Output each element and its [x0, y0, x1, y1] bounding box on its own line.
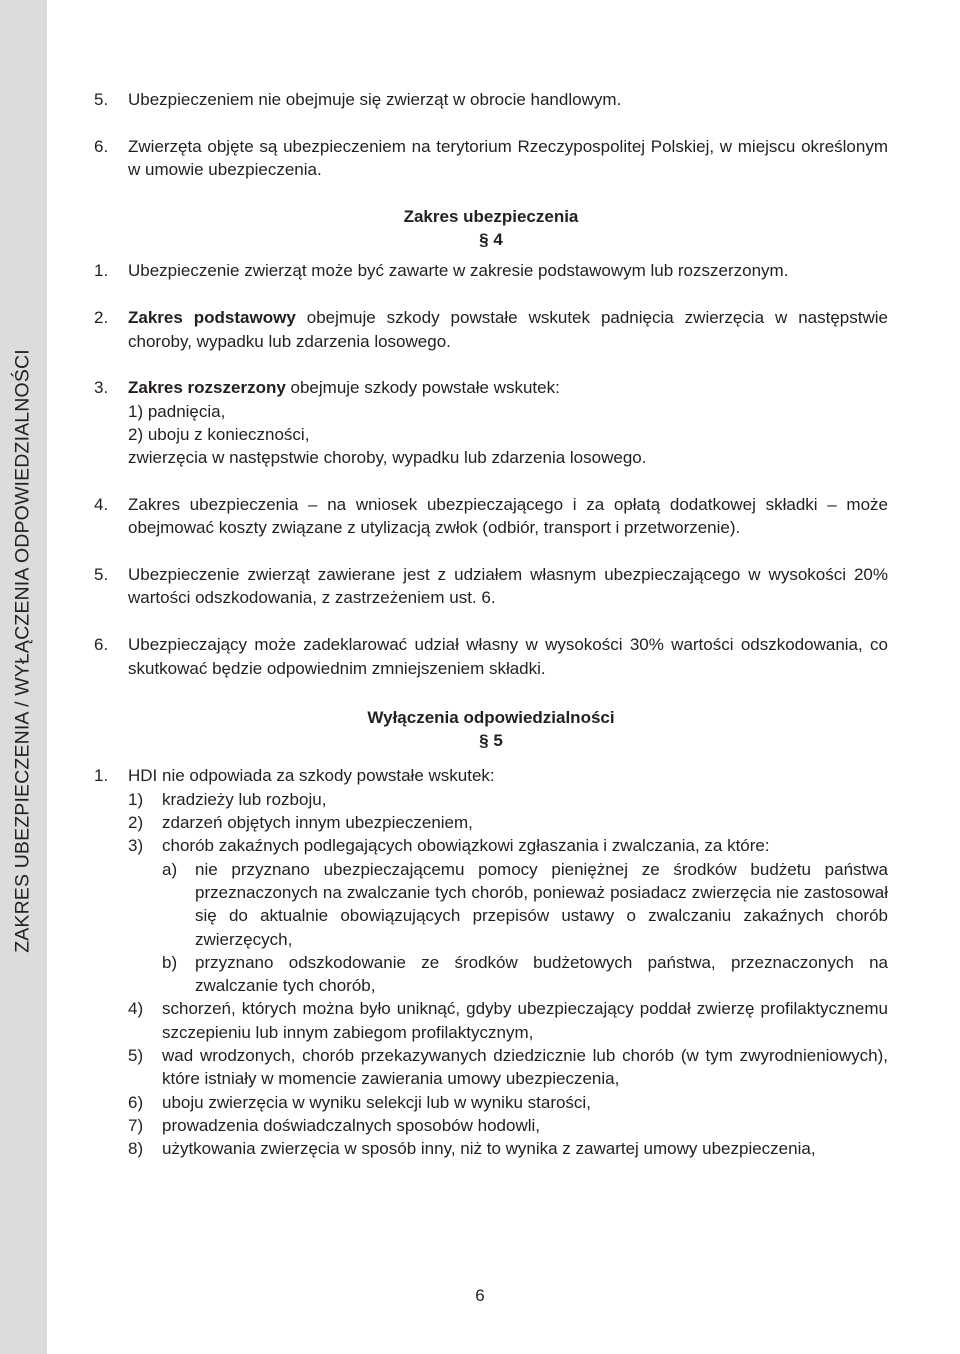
s4-paragraph-6 — [94, 633, 888, 680]
paragraph-body — [128, 764, 888, 787]
paragraph-number: 1. — [94, 766, 109, 786]
page-number: 6 — [475, 1286, 485, 1305]
sub-item-letter: b) — [162, 952, 178, 972]
s4-paragraph-2 — [94, 306, 888, 353]
paragraph-number: 4. — [94, 495, 109, 515]
sub-item-text: nie przyznano ubezpieczającemu pomocy pieniężnej ze środków budżetu państwa przeznaczonych na zwalczanie tych chorób, ponieważ posiadacz zwierzęcia nie zastosował się do aktualnie obowiązujących przepisów ustawy o zwalczaniu zakaźnych chorób zwierzęcych, — [195, 859, 888, 949]
section-4-number: § 4 — [479, 230, 503, 250]
s4-paragraph-1 — [94, 259, 888, 282]
item-text: kradzieży lub rozboju, — [162, 789, 327, 809]
paragraph-rest: obejmuje szkody powstałe wskutek padnięcia zwierzęcia w następstwie choroby, wypadku lub zdarzenia losowego. — [128, 308, 888, 351]
list-item-5 — [128, 1044, 888, 1091]
list-item-8 — [128, 1137, 888, 1160]
paragraph-tail: zwierzęcia w następstwie choroby, wypadku lub zdarzenia losowego. — [128, 448, 647, 468]
item-text: chorób zakaźnych podlegających obowiązkowi zgłaszania i zwalczania, za które: — [162, 836, 770, 856]
paragraph-lead — [128, 376, 888, 399]
item-text: wad wrodzonych, chorób przekazywanych dziedzicznie lub chorób (w tym zwyrodnieniowych), które istniały w momencie zawierania umowy ubezpieczenia, — [162, 1046, 888, 1089]
item-number: 4) — [128, 999, 144, 1019]
paragraph-lead: HDI nie odpowiada za szkody powstałe wskutek: — [128, 766, 495, 786]
paragraph-number: 3. — [94, 378, 109, 398]
sub-item-letter: a) — [162, 859, 178, 879]
s4-paragraph-3 — [94, 376, 888, 469]
item-number: 7) — [128, 1115, 144, 1135]
bold-term: Zakres rozszerzony — [128, 378, 286, 398]
list-item: 1) padnięcia, — [128, 401, 226, 421]
paragraph-6 — [94, 135, 888, 182]
paragraph-number: 6. — [94, 136, 109, 156]
list-item-7 — [128, 1114, 888, 1137]
paragraph-text — [128, 306, 888, 353]
paragraph-text: Zwierzęta objęte są ubezpieczeniem na terytorium Rzeczypospolitej Polskiej, w miejscu określonym w umowie ubezpieczenia. — [128, 136, 888, 180]
item-number: 6) — [128, 1092, 144, 1112]
paragraph-text: Zakres ubezpieczenia – na wniosek ubezpieczającego i za opłatą dodatkowej składki – może obejmować koszty związane z utylizacją zwłok (odbiór, transport i przetworzenie). — [128, 495, 888, 538]
paragraph-text: Ubezpieczenie zwierząt zawierane jest z udziałem własnym ubezpieczającego w wysokości 20% wartości odszkodowania, z zastrzeżeniem ust. 6. — [128, 565, 888, 608]
item-text: użytkowania zwierzęcia w sposób inny, niż to wynika z zawartej umowy ubezpieczenia, — [162, 1139, 816, 1159]
paragraph-number: 6. — [94, 635, 109, 655]
item-text: prowadzenia doświadczalnych sposobów hodowli, — [162, 1115, 541, 1135]
sub-item-a — [162, 858, 888, 951]
list-item-3 — [128, 834, 888, 857]
item-number: 8) — [128, 1139, 144, 1159]
section-5-number: § 5 — [479, 731, 503, 751]
paragraph-number: 5. — [94, 565, 109, 585]
s4-paragraph-4 — [94, 493, 888, 540]
item-number: 1) — [128, 789, 144, 809]
paragraph-body — [128, 376, 888, 469]
list-item-4 — [128, 997, 888, 1044]
list-item: 2) uboju z konieczności, — [128, 424, 310, 444]
item-number: 3) — [128, 836, 144, 856]
sub-item-b — [162, 951, 888, 998]
list-item-2 — [128, 811, 888, 834]
item-text: uboju zwierzęcia w wyniku selekcji lub w wyniku starości, — [162, 1092, 591, 1112]
sidebar-title-text: ZAKRES UBEZPIECZENIA / WYŁĄCZENIA ODPOWIEDZIALNOŚCI — [11, 349, 34, 953]
paragraph-number: 5. — [94, 90, 109, 109]
paragraph-text: Ubezpieczający może zadeklarować udział własny w wysokości 30% wartości odszkodowania, co skutkować będzie odpowiednim zmniejszeniem składki. — [128, 635, 888, 678]
item-number: 5) — [128, 1046, 144, 1065]
paragraph-text: Ubezpieczenie zwierząt może być zawarte w zakresie podstawowym lub rozszerzonym. — [128, 261, 789, 281]
sidebar-band — [0, 0, 47, 1354]
paragraph-5 — [94, 88, 888, 111]
paragraph-number: 2. — [94, 308, 109, 328]
item-text: zdarzeń objętych innym ubezpieczeniem, — [162, 813, 473, 833]
paragraph-text: Ubezpieczeniem nie obejmuje się zwierząt w obrocie handlowym. — [128, 90, 622, 109]
section-5-heading: Wyłączenia odpowiedzialności — [367, 707, 615, 727]
list-item-6 — [128, 1091, 888, 1114]
section-4-heading: Zakres ubezpieczenia — [403, 206, 579, 226]
s4-paragraph-5 — [94, 563, 888, 610]
item-number: 2) — [128, 813, 144, 833]
page-content — [94, 88, 888, 1160]
sub-item-text: przyznano odszkodowanie ze środków budżetowych państwa, przeznaczonych na zwalczanie tych chorób, — [195, 952, 888, 996]
list-item-1 — [128, 788, 888, 811]
item-text: schorzeń, których można było uniknąć, gdyby ubezpieczający poddał zwierzę profilaktycznemu szczepieniu lub innym zabiegom profilaktycznym, — [162, 999, 888, 1042]
s5-paragraph-1 — [94, 764, 888, 787]
paragraph-rest: obejmuje szkody powstałe wskutek: — [285, 378, 560, 398]
paragraph-number: 1. — [94, 261, 109, 281]
bold-term: Zakres podstawowy — [128, 308, 296, 328]
